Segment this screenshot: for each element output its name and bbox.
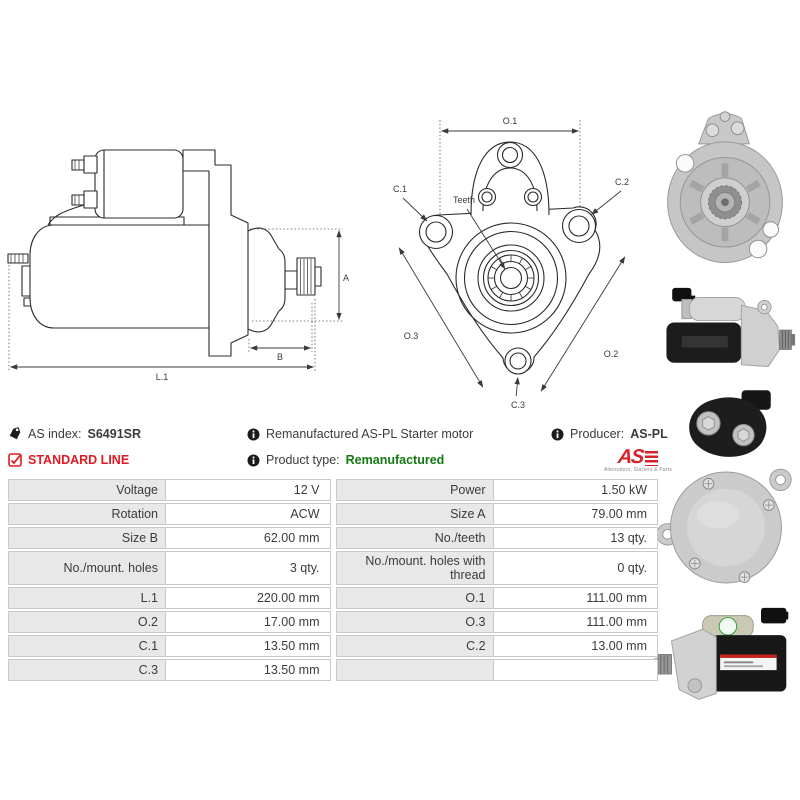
product-photos bbox=[652, 102, 800, 712]
table-row bbox=[8, 635, 331, 657]
dimension-label-c1: C.1 bbox=[393, 184, 408, 194]
product-type-value: Remanufactured bbox=[345, 453, 445, 467]
front-view-technical-drawing bbox=[383, 98, 663, 410]
logo-stripes bbox=[645, 451, 658, 466]
spec-label: Size A bbox=[336, 503, 494, 525]
product-type-item bbox=[247, 452, 444, 468]
table-row bbox=[8, 587, 331, 609]
spec-value: 0 qty. bbox=[493, 551, 658, 585]
producer-value: AS-PL bbox=[630, 427, 668, 441]
dimension-label-c3: C.3 bbox=[510, 400, 526, 410]
standard-line-label: STANDARD LINE bbox=[28, 453, 130, 467]
table-row bbox=[336, 659, 659, 681]
spec-value: 17.00 mm bbox=[165, 611, 330, 633]
producer-item bbox=[551, 426, 668, 442]
spec-value: 3 qty. bbox=[165, 551, 330, 585]
spec-value: 13.50 mm bbox=[165, 635, 330, 657]
table-row bbox=[336, 479, 659, 501]
as-index-label: AS index: bbox=[28, 427, 82, 441]
starter-rear-solenoid-photo[interactable] bbox=[652, 384, 800, 598]
product-type-label: Product type: bbox=[266, 453, 340, 467]
spec-value: 13.00 mm bbox=[493, 635, 658, 657]
table-row bbox=[8, 479, 331, 501]
spec-value: 13 qty. bbox=[493, 527, 658, 549]
table-row bbox=[336, 611, 659, 633]
info-icon bbox=[247, 454, 260, 467]
producer-label: Producer: bbox=[570, 427, 625, 441]
spec-table bbox=[8, 479, 658, 681]
table-row bbox=[336, 527, 659, 549]
side-view-technical-drawing bbox=[2, 103, 354, 393]
dimension-label-l1: L.1 bbox=[155, 372, 169, 382]
spec-value: 111.00 mm bbox=[493, 587, 658, 609]
table-row bbox=[8, 659, 331, 681]
dimension-label-o1: O.1 bbox=[502, 116, 518, 126]
spec-label: No./mount. holes with thread bbox=[336, 551, 494, 585]
spec-table-left bbox=[8, 479, 331, 681]
starter-front-view-photo[interactable] bbox=[652, 102, 800, 284]
spec-label: C.2 bbox=[336, 635, 494, 657]
product-description: Remanufactured AS-PL Starter motor bbox=[266, 427, 474, 441]
spec-value: 79.00 mm bbox=[493, 503, 658, 525]
spec-label: Rotation bbox=[8, 503, 166, 525]
spec-value: 220.00 mm bbox=[165, 587, 330, 609]
spec-label: No./mount. holes bbox=[8, 551, 166, 585]
spec-label: Voltage bbox=[8, 479, 166, 501]
dimension-label-o3: O.3 bbox=[403, 331, 419, 341]
starter-side-view-photo[interactable] bbox=[652, 286, 800, 382]
motor-body-outline bbox=[30, 225, 209, 328]
table-row bbox=[336, 503, 659, 525]
spec-label: O.2 bbox=[8, 611, 166, 633]
table-row bbox=[336, 635, 659, 657]
spec-label: L.1 bbox=[8, 587, 166, 609]
product-description-item bbox=[247, 426, 473, 442]
spec-label: C.3 bbox=[8, 659, 166, 681]
dimension-label-o2: O.2 bbox=[603, 349, 619, 359]
solenoid-outline bbox=[95, 150, 183, 218]
spec-label: Size B bbox=[8, 527, 166, 549]
spec-value: 1.50 kW bbox=[493, 479, 658, 501]
spec-table-right bbox=[336, 479, 659, 681]
teeth-label: Teeth bbox=[453, 195, 476, 205]
table-row bbox=[8, 611, 331, 633]
spec-label: O.3 bbox=[336, 611, 494, 633]
table-row bbox=[8, 503, 331, 525]
table-row bbox=[336, 587, 659, 609]
info-icon bbox=[551, 428, 564, 441]
dimension-label-b: B bbox=[276, 352, 284, 362]
logo-text: AS bbox=[616, 446, 645, 468]
dimension-label-c2: C.2 bbox=[615, 177, 630, 187]
spec-value: 13.50 mm bbox=[165, 659, 330, 681]
spec-label: Power bbox=[336, 479, 494, 501]
pinion-gear bbox=[297, 258, 315, 295]
spec-value: 111.00 mm bbox=[493, 611, 658, 633]
table-row bbox=[8, 551, 331, 585]
info-icon bbox=[247, 428, 260, 441]
spec-value: 62.00 mm bbox=[165, 527, 330, 549]
spec-value: 12 V bbox=[165, 479, 330, 501]
spec-value bbox=[493, 659, 658, 681]
as-index-value: S6491SR bbox=[87, 427, 142, 441]
spec-label: O.1 bbox=[336, 587, 494, 609]
tag-icon bbox=[8, 427, 22, 441]
spec-label: C.1 bbox=[8, 635, 166, 657]
table-row bbox=[336, 551, 659, 585]
logo-subtext: Alternators, Starters & Parts bbox=[603, 467, 673, 473]
standard-line-item bbox=[8, 452, 129, 468]
checkbox-checked-icon bbox=[8, 453, 22, 467]
dimension-label-a: A bbox=[342, 273, 350, 283]
product-header bbox=[0, 420, 800, 480]
table-row bbox=[8, 527, 331, 549]
spec-value: ACW bbox=[165, 503, 330, 525]
spec-label: No./teeth bbox=[336, 527, 494, 549]
starter-side-view-alt-photo[interactable] bbox=[652, 600, 800, 712]
spec-label bbox=[336, 659, 494, 681]
as-pl-logo bbox=[595, 446, 681, 473]
as-index-item bbox=[8, 426, 141, 442]
